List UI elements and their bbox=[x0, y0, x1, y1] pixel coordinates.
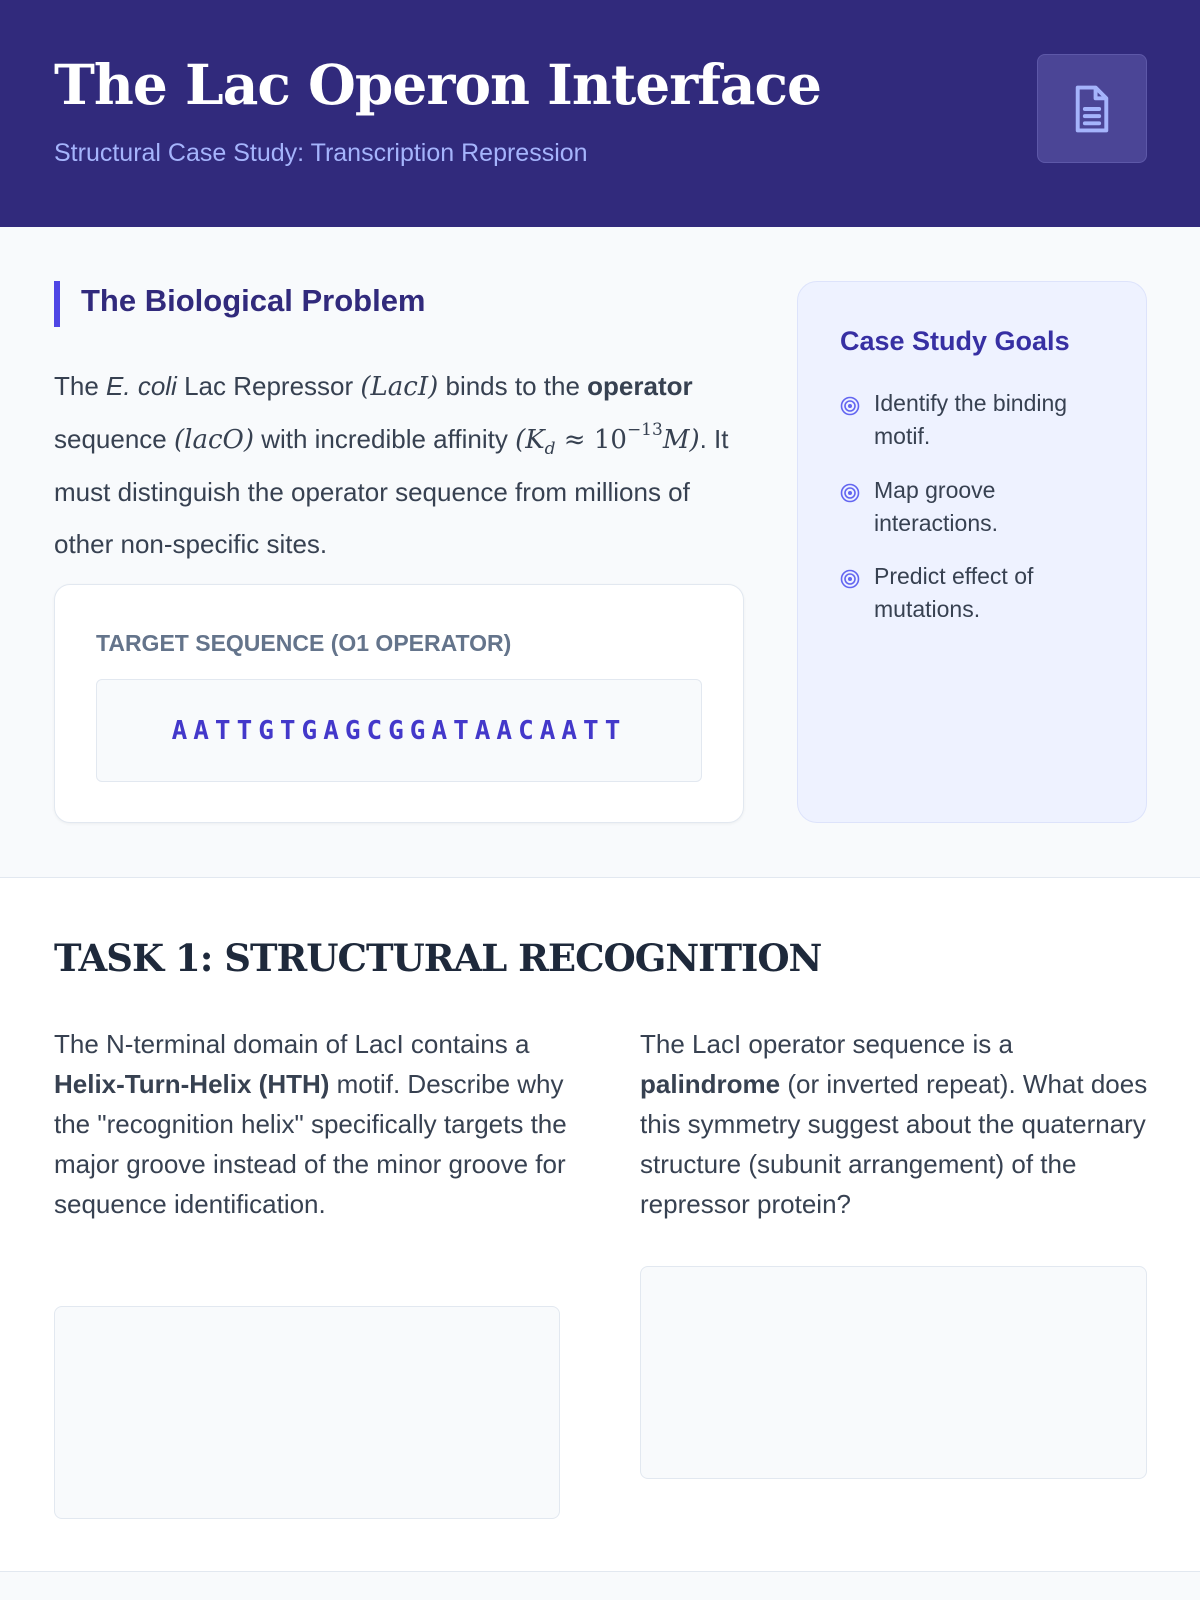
page-subtitle: Structural Case Study: Transcription Repression bbox=[54, 139, 588, 167]
question-2: The LacI operator sequence is a palindrome (or inverted repeat). What does this symmetry suggest about the quaternary structure (subunit arrangement) of the repressor protein? bbox=[640, 1029, 1148, 1219]
document-icon bbox=[1070, 84, 1114, 134]
answer-box-2[interactable] bbox=[640, 1266, 1147, 1479]
answer-box-1[interactable] bbox=[54, 1306, 560, 1519]
dna-sequence: AATTGTGAGCGGATAACAATT bbox=[171, 715, 627, 746]
task-heading: TASK 1: STRUCTURAL RECOGNITION bbox=[54, 936, 822, 980]
section-title: The Biological Problem bbox=[81, 283, 426, 318]
section-accent-bar bbox=[54, 281, 60, 327]
page-header bbox=[0, 0, 1200, 227]
goals-card bbox=[797, 281, 1147, 823]
target-icon bbox=[840, 569, 860, 589]
target-icon bbox=[840, 396, 860, 416]
goals-title: Case Study Goals bbox=[840, 326, 1070, 356]
problem-paragraph: The E. coli Lac Repressor (LacI) binds to the operator sequence (lacO) with incredible affinity $(K_d \approx 10^{-13}M)$. It must distinguish the operator sequence from millions of other non-specific sites. bbox=[54, 371, 729, 559]
footer-strip bbox=[0, 1572, 1200, 1600]
goal-text: Identify the binding motif. bbox=[874, 390, 1068, 449]
sequence-box bbox=[96, 679, 702, 782]
target-icon bbox=[840, 483, 860, 503]
question-1: The N-terminal domain of LacI contains a Helix-Turn-Helix (HTH) motif. Describe why the "recognition helix" specifically targets the major groove instead of the minor groove for sequence identification. bbox=[54, 1029, 567, 1219]
goal-text: Predict effect of mutations. bbox=[874, 563, 1034, 622]
document-button[interactable] bbox=[1037, 54, 1147, 163]
sequence-card bbox=[54, 584, 744, 823]
page-title: The Lac Operon Interface bbox=[54, 52, 822, 117]
goal-text: Map groove interactions. bbox=[874, 477, 999, 536]
sequence-label: TARGET SEQUENCE (O1 OPERATOR) bbox=[96, 630, 512, 656]
